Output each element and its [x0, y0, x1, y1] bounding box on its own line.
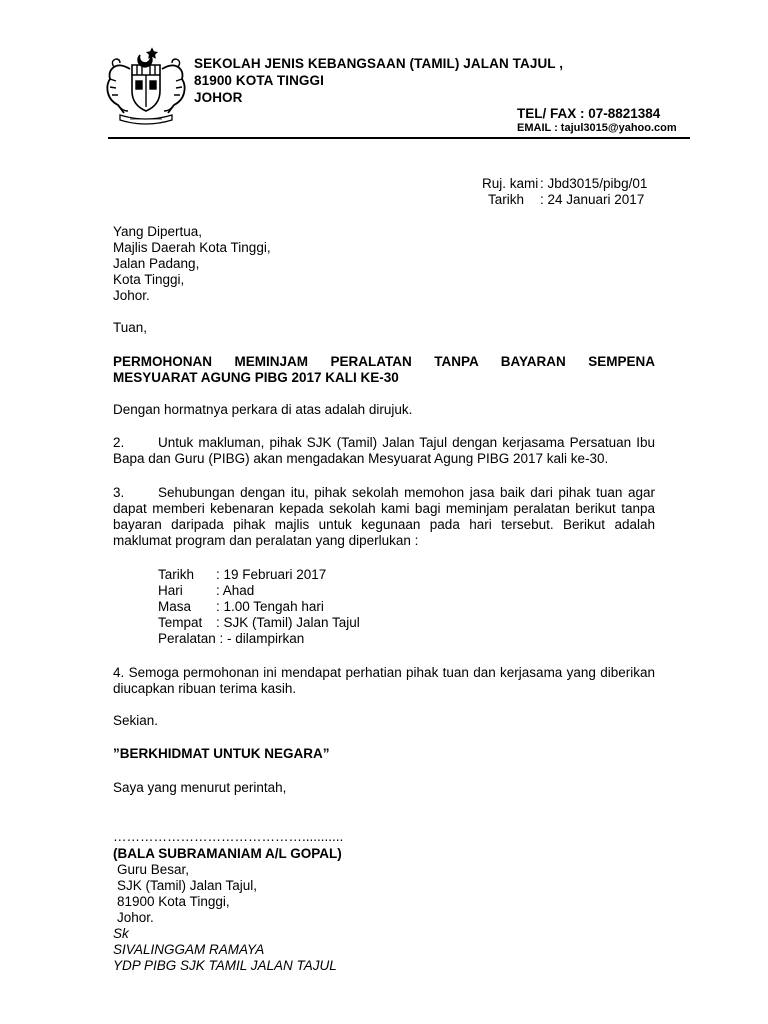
signatory-school: SJK (Tamil) Jalan Tajul,	[117, 878, 258, 893]
school-address: 81900 KOTA TINGGI	[194, 73, 324, 88]
recipient-line: Majlis Daerah Kota Tinggi,	[113, 240, 271, 255]
detail-value: : 1.00 Tengah hari	[216, 599, 324, 614]
detail-row	[158, 583, 360, 599]
header-divider	[108, 137, 690, 139]
cc-block	[113, 926, 655, 974]
detail-label: Tempat	[158, 615, 203, 630]
recipient-line: Kota Tinggi,	[113, 272, 185, 287]
signatory-state: Johor.	[117, 910, 154, 925]
cc-name: SIVALINGGAM RAMAYA	[113, 942, 265, 957]
paragraph-2-text: Untuk makluman, pihak SJK (Tamil) Jalan Tajul dengan kerjasama Persatuan Ibu Bapa dan Guru (PIBG) akan mengadakan Mesyuarat Agung PIBG 2017 kali ke-30.	[113, 435, 655, 466]
detail-label: Masa	[158, 599, 192, 614]
paragraph-3-number: 3.	[113, 485, 125, 500]
coat-of-arms-icon	[100, 45, 192, 125]
recipient-line: Yang Dipertua,	[113, 224, 203, 239]
ruj-value: : Jbd3015/pibg/01	[540, 176, 648, 191]
paragraph-3	[113, 485, 655, 549]
detail-label: Tarikh	[158, 567, 195, 582]
school-name: SEKOLAH JENIS KEBANGSAAN (TAMIL) JALAN TAJUL ,	[194, 56, 564, 71]
salutation: Tuan,	[113, 320, 148, 335]
subject	[113, 354, 655, 386]
detail-label: Hari	[158, 583, 183, 598]
cc-position: YDP PIBG SJK TAMIL JALAN TAJUL	[113, 958, 337, 973]
paragraph-4: 4. Semoga permohonan ini mendapat perhatian pihak tuan dan kerjasama yang diberikan diucapkan ribuan terima kasih.	[113, 665, 655, 696]
ruj-label: Ruj. kami	[482, 176, 539, 191]
subject-line-2: MESYUARAT AGUNG PIBG 2017 KALI KE-30	[113, 370, 399, 385]
recipient-line: Jalan Padang,	[113, 256, 200, 271]
tarikh-value: : 24 Januari 2017	[540, 192, 645, 207]
detail-row	[158, 567, 360, 583]
school-state: JOHOR	[194, 90, 243, 105]
detail-label: Peralatan :	[158, 631, 224, 646]
tel-fax: TEL/ FAX : 07-8821384	[517, 106, 661, 121]
detail-row	[158, 631, 360, 647]
reference-block	[482, 176, 647, 208]
paragraph-2-number: 2.	[113, 435, 125, 450]
detail-row	[158, 615, 360, 631]
email: EMAIL : tajul3015@yahoo.com	[517, 122, 677, 134]
signatory-title: Guru Besar,	[117, 862, 190, 877]
signature-line: ……………………………………...........	[113, 829, 344, 844]
signatory-name: (BALA SUBRAMANIAM A/L GOPAL)	[113, 846, 342, 861]
detail-value: : SJK (Tamil) Jalan Tajul	[216, 615, 360, 630]
closing-saya: Saya yang menurut perintah,	[113, 780, 287, 795]
tarikh-label: Tarikh	[488, 192, 525, 207]
detail-value: : 19 Februari 2017	[216, 567, 327, 582]
signatory-postcode: 81900 Kota Tinggi,	[117, 894, 230, 909]
recipient-address	[113, 224, 655, 304]
school-header	[194, 55, 563, 106]
cc-label: Sk	[113, 926, 129, 941]
detail-value: : Ahad	[216, 583, 255, 598]
subject-line-1: PERMOHONAN MEMINJAM PERALATAN TANPA BAYARAN SEMPENA	[113, 354, 655, 369]
signatory-details	[117, 862, 659, 926]
closing-motto: ”BERKHIDMAT UNTUK NEGARA”	[113, 746, 330, 761]
recipient-line: Johor.	[113, 288, 150, 303]
detail-value: - dilampirkan	[227, 631, 305, 646]
detail-row	[158, 599, 360, 615]
paragraph-3-text: Sehubungan dengan itu, pihak sekolah memohon jasa baik dari pihak tuan agar dapat memberi kebenaran kepada sekolah kami bagi meminjam peralatan berikut tanpa bayaran daripada pihak majlis untuk kegunaan pada hari tersebut. Berikut adalah maklumat program dan peralatan yang diperlukan :	[113, 485, 655, 548]
paragraph-1: Dengan hormatnya perkara di atas adalah dirujuk.	[113, 402, 413, 417]
paragraph-2	[113, 435, 655, 467]
closing-sekian: Sekian.	[113, 713, 159, 728]
program-details	[158, 567, 360, 647]
